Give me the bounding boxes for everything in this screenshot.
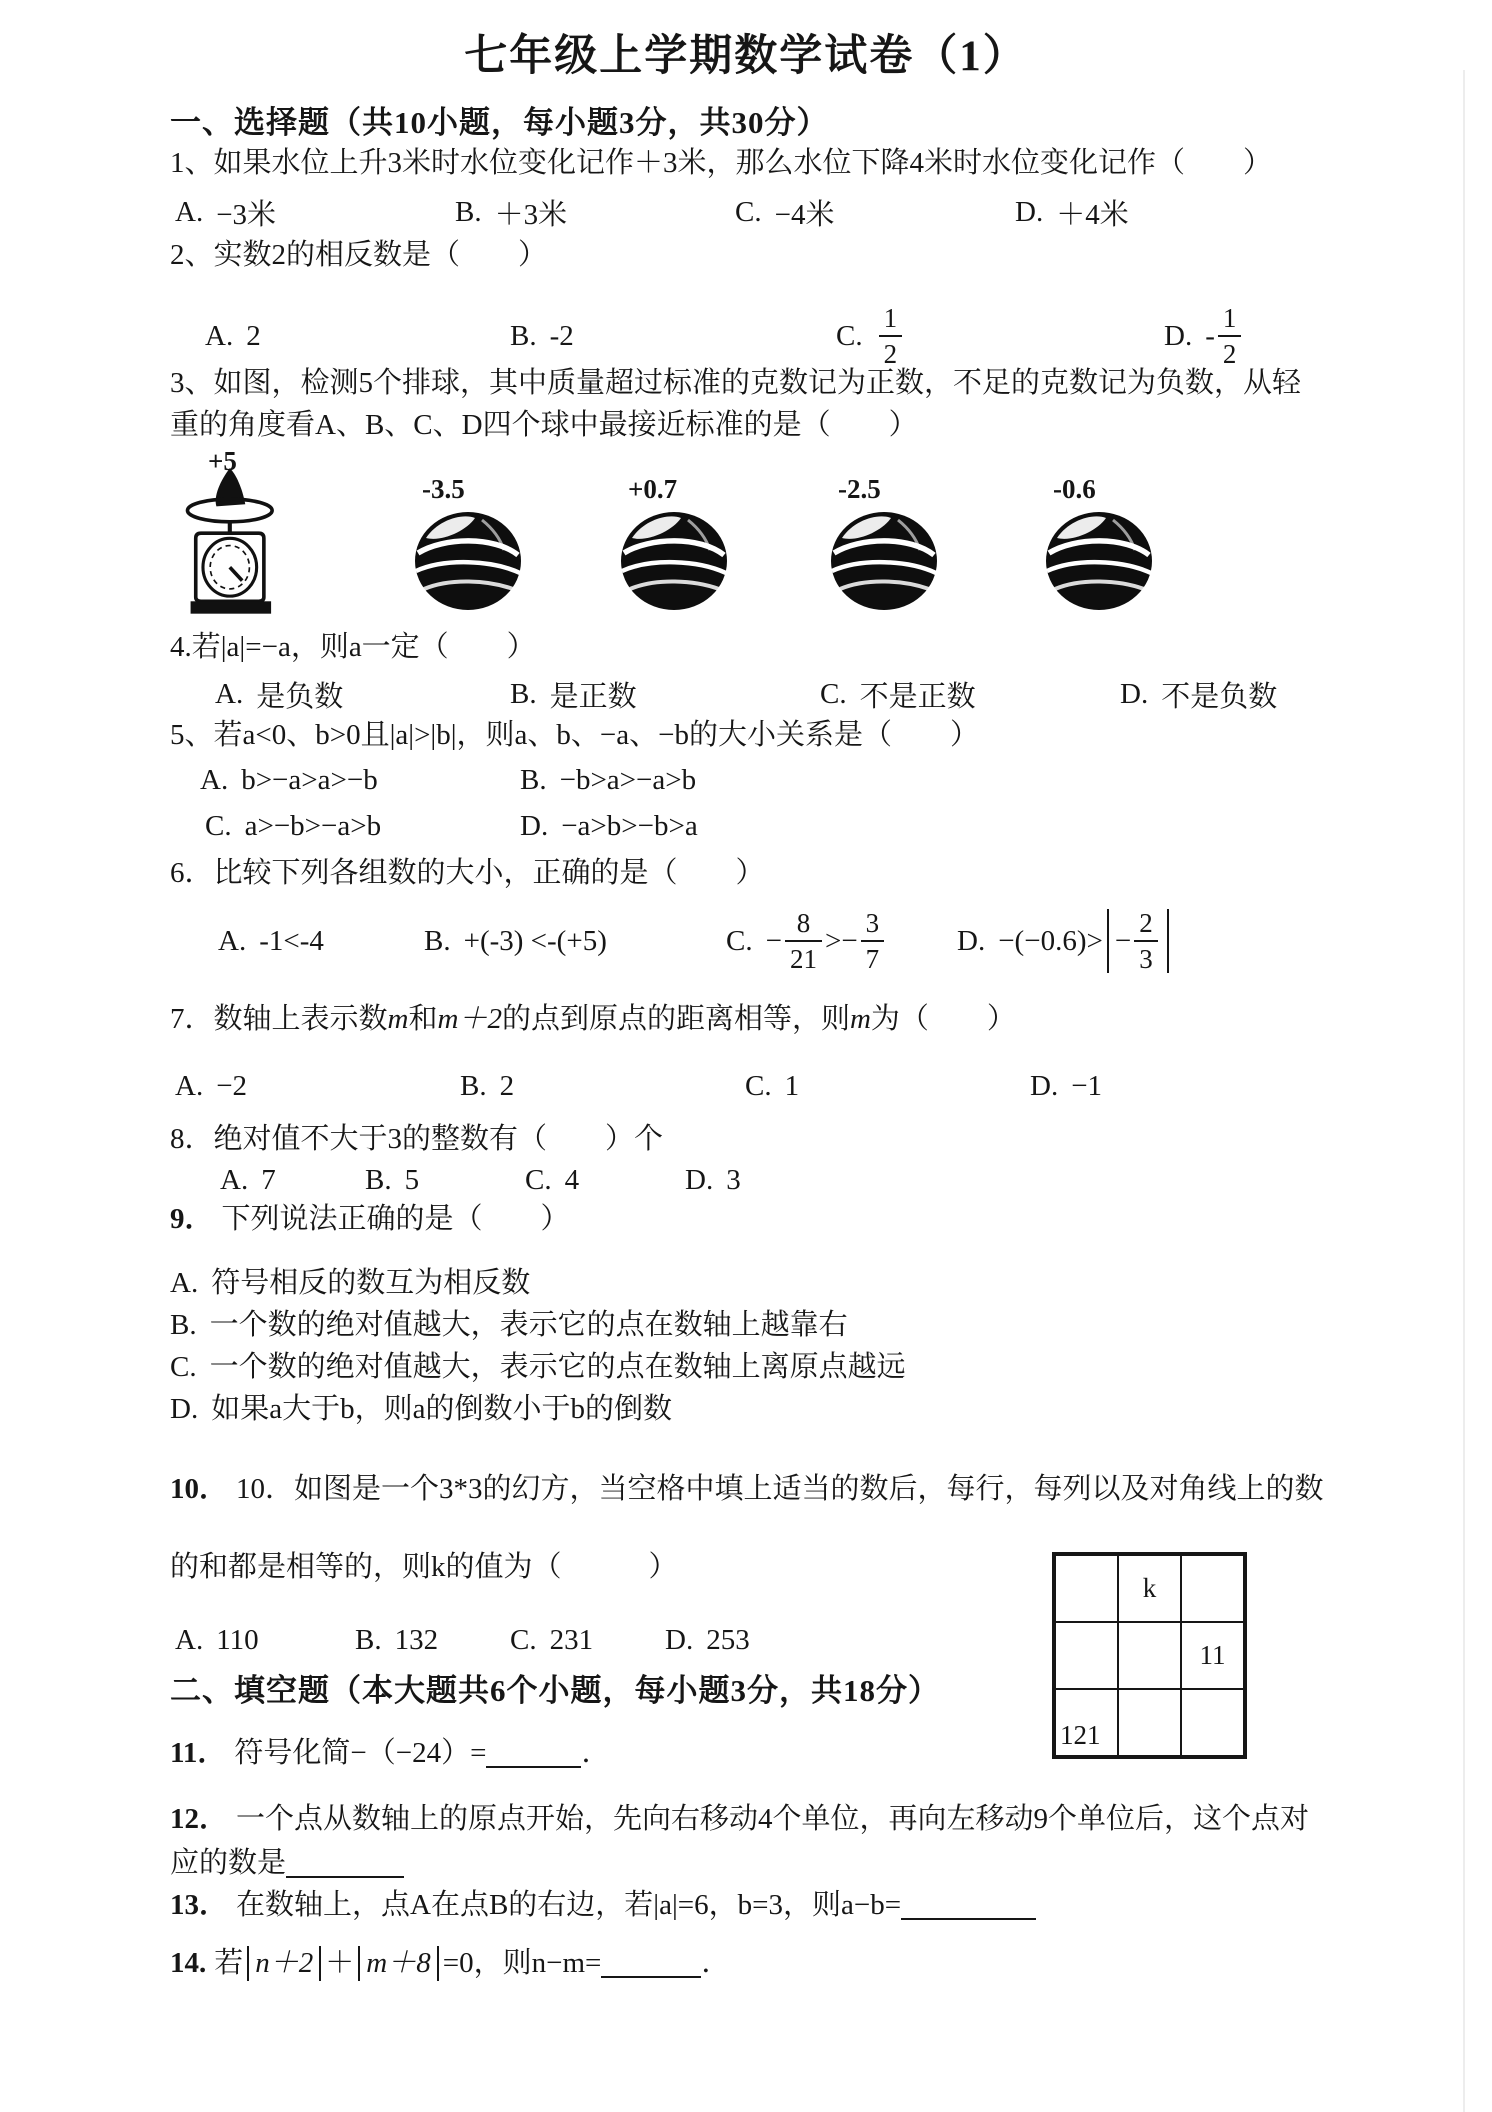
option-label: B.: [510, 319, 537, 352]
q4-option-c: [820, 674, 1120, 715]
option-text: 1: [784, 1070, 800, 1102]
option-text: 一个数的绝对值越大，表示它的点在数轴上越靠右: [209, 1309, 848, 1341]
q1-option-d: [1015, 192, 1129, 233]
q9-option-c: [170, 1350, 906, 1385]
option-label: C.: [726, 924, 753, 957]
q9-text: 9． 下列说法正确的是（ ）: [170, 1203, 570, 1235]
fraction: [785, 909, 822, 974]
q1-option-c: [735, 192, 1015, 233]
option-text: 如果a大于b，则a的倒数小于b的倒数: [211, 1393, 672, 1425]
q6-option-d: [957, 909, 1173, 974]
option-label: D.: [1015, 196, 1044, 228]
option-label: D.: [957, 924, 986, 957]
option-text: −b>a>−a>b: [559, 764, 697, 796]
magic-cell-r2c1: [1118, 1689, 1181, 1756]
answer-blank: [286, 1847, 404, 1878]
option-text: 一个数的绝对值越大，表示它的点在数轴上离原点越远: [209, 1351, 906, 1383]
scale-icon: [172, 464, 300, 624]
option-text: 253: [706, 1624, 750, 1656]
q5-text: 5、若a<0、b>0且|a|>|b|，则a、b、−a、−b的大小关系是（ ）: [170, 719, 979, 751]
q7-options: [175, 1070, 1102, 1103]
option-label: B.: [520, 764, 547, 796]
fraction: [879, 304, 903, 369]
option-text: −4米: [774, 199, 835, 231]
option-label: B.: [460, 1070, 487, 1102]
ball-a: [412, 474, 530, 617]
magic-cell-r1c2: 11: [1181, 1622, 1244, 1689]
question-number: 9．: [170, 1203, 214, 1235]
denominator: 3: [1134, 940, 1158, 973]
ball-d-label: -0.6: [1053, 474, 1096, 504]
minus-sign: −: [1114, 924, 1132, 957]
absolute-value-bars: [1107, 909, 1169, 974]
volleyball-icon: [618, 508, 730, 612]
option-label: A.: [218, 924, 247, 957]
q12-text-line2: 应的数是: [170, 1846, 404, 1881]
q4-option-b: [510, 674, 820, 715]
q10-option-d: [665, 1624, 750, 1657]
option-label: C.: [836, 319, 863, 352]
q9-option-b: [170, 1308, 848, 1343]
option-text: −3米: [216, 199, 277, 231]
option-text: 4: [564, 1164, 580, 1196]
q2-option-a: [205, 320, 510, 353]
q6-text: 6．比较下列各组数的大小，正确的是（ ）: [170, 857, 765, 889]
option-text: a>−b>−a>b: [244, 810, 382, 842]
option-text: 3: [726, 1164, 741, 1196]
question-number: 13．: [170, 1889, 229, 1921]
answer-blank: [601, 1947, 701, 1978]
option-label: A.: [200, 764, 229, 796]
q10-option-c: [510, 1624, 665, 1657]
option-label: A.: [175, 196, 204, 228]
option-label: D.: [685, 1164, 714, 1196]
fraction: [861, 909, 885, 974]
option-label: A.: [215, 678, 244, 710]
option-label: C.: [820, 678, 847, 710]
option-text: ＋3米: [494, 199, 568, 231]
minus-sign: −: [765, 924, 782, 957]
absolute-value-bars: m＋8: [358, 1946, 438, 1981]
option-text: 7: [261, 1164, 276, 1196]
q8-options: [220, 1164, 741, 1197]
magic-cell-r0c2: [1181, 1555, 1244, 1622]
option-label: D.: [170, 1393, 199, 1425]
scale-reading-label: +5: [208, 446, 237, 476]
q7-option-d: [1030, 1070, 1102, 1103]
option-label: D.: [1120, 678, 1149, 710]
option-label: A.: [175, 1624, 204, 1656]
numerator: 1: [883, 302, 898, 333]
absolute-value-bars: n＋2: [247, 1946, 321, 1981]
magic-square: [1052, 1552, 1247, 1759]
ball-b-label: +0.7: [628, 474, 678, 504]
q6-option-c: [726, 909, 957, 974]
greater-than-sign: >: [824, 924, 842, 957]
q6-option-a: [218, 925, 424, 958]
q10-option-a: [175, 1624, 355, 1657]
option-label: A.: [205, 319, 234, 352]
option-label: D.: [1164, 319, 1193, 352]
q1-option-b: [455, 192, 735, 233]
numerator: 2: [1139, 907, 1153, 938]
q5-options-row2: [205, 810, 698, 843]
q8-option-a: [220, 1164, 365, 1197]
denominator: 21: [785, 940, 822, 973]
volleyball-icon: [1043, 508, 1155, 612]
fraction: [1218, 304, 1242, 369]
magic-cell-r0c0: [1055, 1555, 1118, 1622]
page-title: 七年级上学期数学试卷（1）: [464, 33, 1028, 80]
section1-header: 一、选择题（共10小题，每小题3分，共30分）: [170, 105, 829, 140]
question-number: 14.: [170, 1947, 207, 1979]
q14-text: 14. 若 n＋2 ＋ m＋8 =0，则n−m= ．: [170, 1947, 731, 1979]
math-expr-m-plus-2: m＋2: [437, 1003, 502, 1035]
option-label: B.: [510, 678, 537, 710]
denominator: 7: [861, 940, 885, 973]
option-text: 132: [394, 1624, 439, 1656]
q4-options: [215, 674, 1277, 715]
option-text: −a>b>−b>a: [561, 810, 698, 842]
minus-sign: -: [1205, 319, 1215, 352]
q9-option-a: [170, 1266, 530, 1301]
q7-option-b: [460, 1070, 745, 1103]
q2-option-c: [836, 304, 1164, 369]
option-text: b>−a>a>−b: [241, 764, 378, 796]
q8-option-c: [525, 1164, 685, 1197]
question-number: 12．: [170, 1803, 229, 1835]
numerator: 3: [865, 907, 880, 938]
ball-c: [828, 474, 946, 617]
option-label: A.: [170, 1267, 199, 1299]
option-label: D.: [665, 1624, 694, 1656]
option-text: ＋4米: [1056, 199, 1129, 231]
q3-text-line2: 重的角度看A、B、C、D四个球中最接近标准的是（ ）: [170, 409, 918, 441]
option-text: 是正数: [549, 681, 637, 713]
q13-text: 13． 在数轴上，点A在点B的右边，若|a|=6，b=3，则a−b=: [170, 1888, 1036, 1923]
ball-d: [1043, 474, 1161, 617]
option-text: -2: [549, 319, 574, 352]
option-text: -1<-4: [259, 924, 324, 957]
q5-options-row1: [200, 764, 696, 797]
option-label: D.: [520, 810, 549, 842]
q2-option-b: [510, 320, 836, 353]
q8-text: 8．绝对值不大于3的整数有（ ）个: [170, 1123, 664, 1155]
option-text: 符号相反的数互为相反数: [211, 1267, 531, 1299]
q7-text: 7．数轴上表示数m和m＋2的点到原点的距离相等，则m为（ ）: [170, 1003, 1016, 1035]
option-label: B.: [170, 1309, 197, 1341]
q10-option-b: [355, 1624, 510, 1657]
minus-sign: −: [841, 924, 858, 957]
volleyball-icon: [412, 508, 524, 612]
q7-option-c: [745, 1070, 1030, 1103]
q11-text: 11． 符号化简−（−24）= ．: [170, 1737, 611, 1769]
magic-cell-r2c2: [1181, 1689, 1244, 1756]
q3-text-line1: 3、如图，检测5个排球，其中质量超过标准的克数记为正数，不足的克数记为负数，从轻: [170, 367, 1302, 399]
q4-option-d: [1120, 674, 1277, 715]
question-number: 10．: [170, 1473, 229, 1505]
magic-cell-r1c0: [1055, 1622, 1118, 1689]
magic-cell-r1c1: [1118, 1622, 1181, 1689]
volleyball-icon: [828, 508, 940, 612]
q4-option-a: [215, 674, 510, 715]
math-var-m: m: [387, 1003, 409, 1035]
q5-option-d: [520, 810, 698, 843]
option-text: −(−0.6)>: [998, 924, 1103, 957]
option-label: C.: [735, 196, 762, 228]
scan-artifact-line: [1463, 70, 1465, 2112]
option-label: B.: [365, 1164, 392, 1196]
section2-header: 二、填空题（本大题共6个小题，每小题3分，共18分）: [170, 1673, 940, 1708]
option-label: C.: [525, 1164, 552, 1196]
q9-option-d: [170, 1392, 672, 1427]
option-text: −2: [216, 1070, 248, 1102]
q3-figure: [150, 448, 1240, 628]
option-label: B.: [355, 1624, 382, 1656]
magic-cell-r2c0: 121: [1055, 1689, 1118, 1756]
q7-option-a: [175, 1070, 460, 1103]
q4-text: 4.若|a|=−a，则a一定（ ）: [170, 631, 536, 663]
option-label: C.: [205, 810, 232, 842]
q8-option-b: [365, 1164, 525, 1197]
q5-option-b: [520, 764, 696, 797]
option-label: A.: [220, 1164, 249, 1196]
numerator: 8: [796, 907, 811, 938]
q1-option-a: [175, 192, 455, 233]
option-text: −1: [1071, 1070, 1103, 1102]
option-label: C.: [745, 1070, 772, 1102]
q12-text-line1: 12． 一个点从数轴上的原点开始，先向右移动4个单位，再向左移动9个单位后，这个点对: [170, 1803, 1310, 1835]
option-text: 不是负数: [1161, 681, 1278, 713]
ball-c-label: -2.5: [838, 474, 881, 504]
denominator: 2: [879, 335, 903, 368]
question-number: 7．: [170, 1003, 214, 1035]
answer-blank: [901, 1889, 1036, 1920]
q1-options: [175, 192, 1129, 233]
q10-text-line2: 的和都是相等的，则k的值为（ ）: [170, 1551, 678, 1583]
q2-option-d: [1164, 304, 1244, 369]
q2-text: 2、实数2的相反数是（ ）: [170, 239, 548, 271]
option-text: 是负数: [256, 681, 344, 713]
option-text: 2: [246, 319, 261, 352]
option-label: C.: [170, 1351, 197, 1383]
option-text: 231: [549, 1624, 594, 1656]
option-label: A.: [175, 1070, 204, 1102]
option-text: 2: [499, 1070, 515, 1102]
option-label: C.: [510, 1624, 537, 1656]
math-var-m: m: [849, 1003, 871, 1035]
q5-option-a: [200, 764, 520, 797]
plus-sign: ＋: [325, 1947, 355, 1979]
option-text: 5: [404, 1164, 420, 1196]
option-text: +(-3) <-(+5): [463, 924, 607, 957]
option-label: B.: [455, 196, 482, 228]
option-text: 110: [216, 1624, 259, 1656]
ball-a-label: -3.5: [422, 474, 465, 504]
option-label: D.: [1030, 1070, 1059, 1102]
fraction: [1134, 909, 1158, 974]
question-number: 11．: [170, 1737, 227, 1769]
q10-options: [175, 1624, 750, 1657]
answer-blank: [486, 1737, 581, 1768]
q6-option-b: [424, 925, 726, 958]
q1-text: 1、如果水位上升3米时水位变化记作＋3米，那么水位下降4米时水位变化记作（ ）: [170, 147, 1273, 179]
ball-b: [618, 474, 736, 617]
option-label: B.: [424, 924, 451, 957]
option-text: 不是正数: [859, 681, 976, 713]
denominator: 2: [1218, 335, 1242, 368]
magic-cell-r0c1: k: [1118, 1555, 1181, 1622]
q5-option-c: [205, 810, 520, 843]
numerator: 1: [1222, 302, 1237, 333]
q10-text-line1: 10． 10．如图是一个3*3的幻方，当空格中填上适当的数后，每行，每列以及对角线上的数: [170, 1473, 1324, 1505]
q8-option-d: [685, 1164, 741, 1197]
q6-options: [218, 898, 1173, 984]
